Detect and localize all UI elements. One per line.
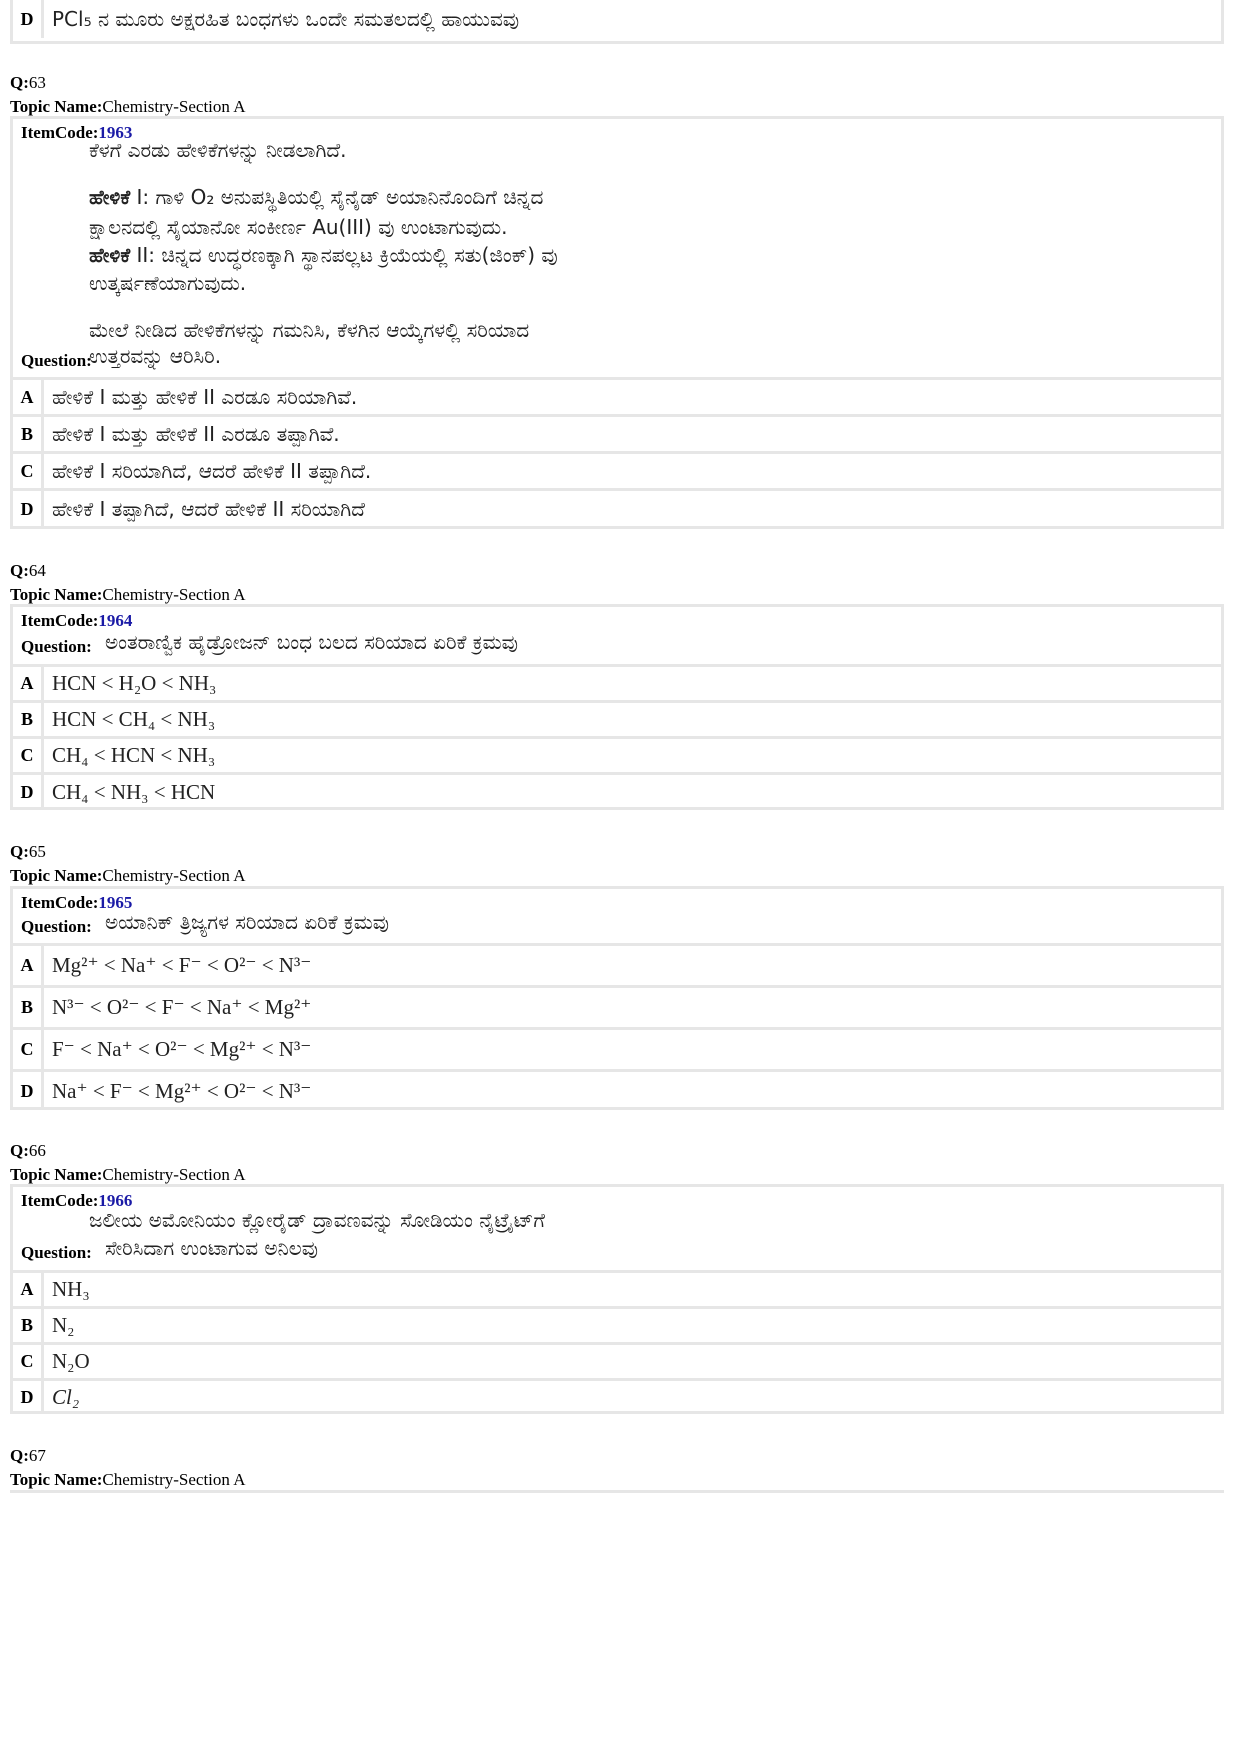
question-area [13,607,1221,667]
option-text: F⁻ < Na⁺ < O²⁻ < Mg²⁺ < N³⁻ [52,1037,312,1061]
topic-line: Topic Name:Chemistry-Section A [10,585,246,604]
question-card [10,116,1224,529]
question-area [13,1187,1221,1273]
question-label: Question: [21,1243,92,1262]
option-row[interactable] [13,775,1221,810]
option-row[interactable] [13,1072,1221,1110]
question-line: ಉತ್ಕರ್ಷಣೆಯಾಗುವುದು. [89,271,247,295]
option-row[interactable] [13,491,1221,527]
option-text: Na⁺ < F⁻ < Mg²⁺ < O²⁻ < N³⁻ [52,1078,312,1103]
item-code: ItemCode:1963 [21,123,133,142]
option-text: NH₃ [52,1277,90,1301]
item-code: ItemCode:1964 [21,611,133,630]
question-number: Q:63 [10,73,46,92]
option-letter: D [13,1072,44,1110]
topic-line: Topic Name:Chemistry-Section A [10,1165,246,1184]
option-row[interactable] [13,454,1221,491]
option-row[interactable] [13,739,1221,775]
option-row[interactable] [13,1345,1221,1381]
question-line: ಕ್ಷಾಲನದಲ್ಲಿ ಸೈಯಾನೋ ಸಂಕೀರ್ಣ Au(III) ವು ಉಂಟಾಗುವುದು. [89,215,508,239]
question-line: ಜಲೀಯ ಅಮೋನಿಯಂ ಕ್ಲೋರೈಡ್ ದ್ರಾವಣವನ್ನು ಸೋಡಿಯಂ ನೈಟ್ರೈಟ್‌ಗೆ [89,1208,545,1232]
option-row[interactable] [13,0,1221,38]
option-letter: A [13,1273,44,1306]
question-label: Question: [21,637,92,656]
question-line: ಅಯಾನಿಕ್ ತ್ರಿಜ್ಯಗಳ ಸರಿಯಾದ ಏರಿಕೆ ಕ್ರಮವು [105,910,390,934]
question-number: Q:65 [10,842,46,861]
item-code: ItemCode:1966 [21,1191,133,1210]
question-number: Q:66 [10,1141,46,1160]
question-line: ಸೇರಿಸಿದಾಗ ಉಂಟಾಗುವ ಅನಿಲವು [105,1236,318,1260]
question-label: Question: [21,917,92,936]
question-card [10,604,1224,810]
question-number: Q:67 [10,1446,46,1465]
option-letter: A [13,946,44,985]
option-letter: B [13,1309,44,1342]
option-text: CH₄ < NH₃ < HCN [52,780,216,804]
option-letter: A [13,380,44,414]
option-letter: D [13,0,44,38]
option-letter: C [13,454,44,488]
topic-line: Topic Name:Chemistry-Section A [10,97,246,116]
option-text: N₂O [52,1349,90,1373]
option-text: HCN < H₂O < NH₃ [52,671,217,695]
option-row[interactable] [13,1309,1221,1345]
option-letter: B [13,988,44,1027]
option-letter: D [13,775,44,810]
option-row[interactable] [13,703,1221,739]
question-line: ಉತ್ತರವನ್ನು ಆರಿಸಿರಿ. [89,344,222,368]
option-text: HCN < CH₄ < NH₃ [52,707,216,731]
item-code: ItemCode:1965 [21,893,133,912]
question-area [13,119,1221,380]
divider [10,1490,1224,1493]
topic-line: Topic Name:Chemistry-Section A [10,866,246,885]
question-number: Q:64 [10,561,46,580]
question-area [13,889,1221,946]
option-row[interactable] [13,988,1221,1030]
option-row[interactable] [13,380,1221,417]
option-text: ಹೇಳಿಕೆ I ತಪ್ಪಾಗಿದೆ, ಆದರೆ ಹೇಳಿಕೆ II ಸರಿಯಾಗಿದೆ [52,497,365,521]
option-letter: C [13,739,44,772]
option-row[interactable] [13,667,1221,703]
option-row[interactable] [13,1030,1221,1072]
option-row[interactable] [13,946,1221,988]
option-row[interactable] [13,417,1221,454]
question-line: ಹೇಳಿಕೆ I: ಗಾಳಿ O₂ ಅನುಪಸ್ಥಿತಿಯಲ್ಲಿ ಸೈನೈಡ್ ಅಯಾನಿನೊಂದಿಗೆ ಚಿನ್ನದ [89,185,544,209]
option-text: ಹೇಳಿಕೆ I ಸರಿಯಾಗಿದೆ, ಆದರೆ ಹೇಳಿಕೆ II ತಪ್ಪಾಗಿದೆ. [52,459,372,483]
option-row[interactable] [13,1381,1221,1414]
option-text: ಹೇಳಿಕೆ I ಮತ್ತು ಹೇಳಿಕೆ II ಎರಡೂ ಸರಿಯಾಗಿವೆ. [52,385,358,409]
option-letter: A [13,667,44,700]
question-line: ಅಂತರಾಣ್ವಿಕ ಹೈಡ್ರೋಜನ್ ಬಂಧ ಬಲದ ಸರಿಯಾದ ಏರಿಕೆ ಕ್ರಮವು [105,630,518,654]
option-letter: B [13,417,44,451]
option-text: ಹೇಳಿಕೆ I ಮತ್ತು ಹೇಳಿಕೆ II ಎರಡೂ ತಪ್ಪಾಗಿವೆ. [52,422,340,446]
option-row[interactable] [13,1273,1221,1309]
option-letter: D [13,491,44,527]
question-line: ಕೆಳಗೆ ಎರಡು ಹೇಳಿಕೆಗಳನ್ನು ನೀಡಲಾಗಿದೆ. [89,138,347,162]
option-text: N³⁻ < O²⁻ < F⁻ < Na⁺ < Mg²⁺ [52,995,312,1019]
option-letter: C [13,1030,44,1069]
option-text: PCl₅ ನ ಮೂರು ಅಕ್ಷರಹಿತ ಬಂಧಗಳು ಒಂದೇ ಸಮತಲದಲ್ಲಿ ಹಾಯುವವು [52,7,520,31]
option-text: Mg²⁺ < Na⁺ < F⁻ < O²⁻ < N³⁻ [52,953,312,977]
question-card [10,886,1224,1110]
question-line: ಮೇಲೆ ನೀಡಿದ ಹೇಳಿಕೆಗಳನ್ನು ಗಮನಿಸಿ, ಕೆಳಗಿನ ಆಯ್ಕೆಗಳಲ್ಲಿ ಸರಿಯಾದ [89,318,530,342]
question-card [10,1184,1224,1414]
option-letter: B [13,703,44,736]
option-letter: C [13,1345,44,1378]
option-text: N₂ [52,1313,75,1337]
question-line: ಹೇಳಿಕೆ II: ಚಿನ್ನದ ಉದ್ಧರಣಕ್ಕಾಗಿ ಸ್ಥಾನಪಲ್ಲಟ ಕ್ರಿಯೆಯಲ್ಲಿ ಸತು(ಜಿಂಕ್) ವು [89,243,558,267]
topic-line: Topic Name:Chemistry-Section A [10,1470,246,1489]
option-text: CH₄ < HCN < NH₃ [52,743,216,767]
option-letter: D [13,1381,44,1414]
question-label: Question: [21,351,92,370]
option-text: Cl₂ [52,1385,80,1409]
prev-option-box [10,0,1224,44]
